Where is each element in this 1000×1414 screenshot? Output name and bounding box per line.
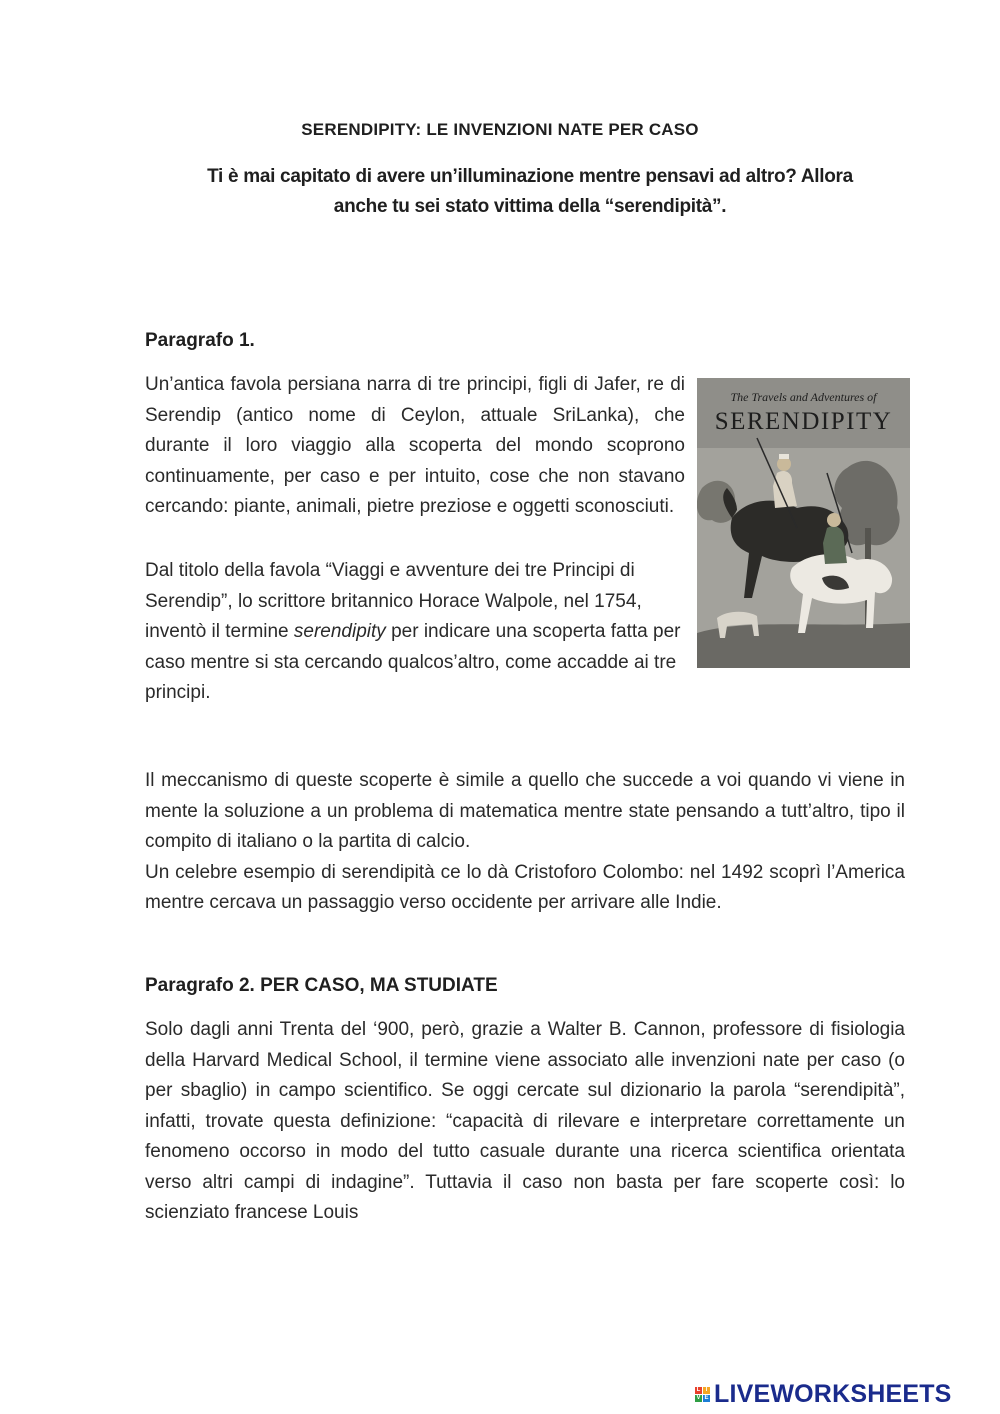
brand-mark-letter: V <box>696 1394 701 1401</box>
section-2-heading: Paragrafo 2. PER CASO, MA STUDIATE <box>145 975 498 996</box>
book-cover-subtitle: The Travels and Adventures of <box>730 390 877 404</box>
brand-mark-letter: L <box>696 1386 701 1393</box>
document-title: SERENDIPITY: LE INVENZIONI NATE PER CASO <box>301 120 699 139</box>
section-1-paragraph-d: Un celebre esempio di serendipità ce lo dà Cristoforo Colombo: nel 1492 scoprì l’America mentre cercava un passaggio verso occidente per arrivare alle Indie. <box>145 861 905 913</box>
brand-mark-letter: E <box>704 1394 709 1401</box>
section-1-heading: Paragrafo 1. <box>145 330 255 351</box>
section-1-paragraph-b: Dal titolo della favola “Viaggi e avventure dei tre Principi di Serendip”, lo scrittore britannico Horace Walpole, nel 1754, inventò il termine serendipity per indicare una scoperta fatta per caso mentre si sta cercando qualcos’altro, come accadde ai tre principi. <box>145 560 681 703</box>
liveworksheets-logo[interactable] <box>695 1380 952 1408</box>
brand-name: LIVEWORKSHEETS <box>714 1379 952 1408</box>
subtitle-line-2: anche tu sei stato vittima della “serendipità”. <box>333 196 727 217</box>
section-1-paragraph-c: Il meccanismo di queste scoperte è simile a quello che succede a voi quando vi viene in mente la soluzione a un problema di matematica mentre state pensando a tutt’altro, tipo il compito di italiano o la partita di calcio. Un celebre esempio di serendipità ce lo dà Cristoforo Colombo: nel 1492 scoprì l’America mentre cercava un passaggio verso occidente per arrivare alle Indie. <box>145 766 905 919</box>
brand-mark-letter: I <box>703 1387 710 1394</box>
serendipity-term: serendipity <box>293 621 386 642</box>
section-1-paragraph-a: Un’antica favola persiana narra di tre principi, figli di Jafer, re di Serendip (antico nome di Ceylon, attuale SriLanka), che durante il loro viaggio alla scoperta del mondo scoprono continuamente, per caso e per intuito, cose che non stavano cercando: piante, animali, pietre preziose e oggetti sconosciuti. <box>145 374 685 517</box>
subtitle-line-1: Ti è mai capitato di avere un’illuminazione mentre pensavi ad altro? Allora <box>207 166 853 187</box>
document-subtitle <box>150 162 910 222</box>
book-cover-title: SERENDIPITY <box>714 408 893 435</box>
book-cover-image <box>697 378 910 668</box>
brand-mark-icon <box>695 1387 710 1402</box>
section-2-paragraph: Solo dagli anni Trenta del ‘900, però, grazie a Walter B. Cannon, professore di fisiologia della Harvard Medical School, il termine viene associato alle invenzioni nate per caso (o per sbaglio) in campo scientifico. Se oggi cercate sul dizionario la parola “serendipità”, infatti, trovate questa definizione: “capacità di rilevare e interpretare correttamente un fenomeno occorso in modo del tutto casuale durante una ricerca scientifica orientata verso altri campi di indagine”. Tuttavia il caso non basta per fare scoperte così: lo scienziato francese Louis <box>145 1019 905 1223</box>
